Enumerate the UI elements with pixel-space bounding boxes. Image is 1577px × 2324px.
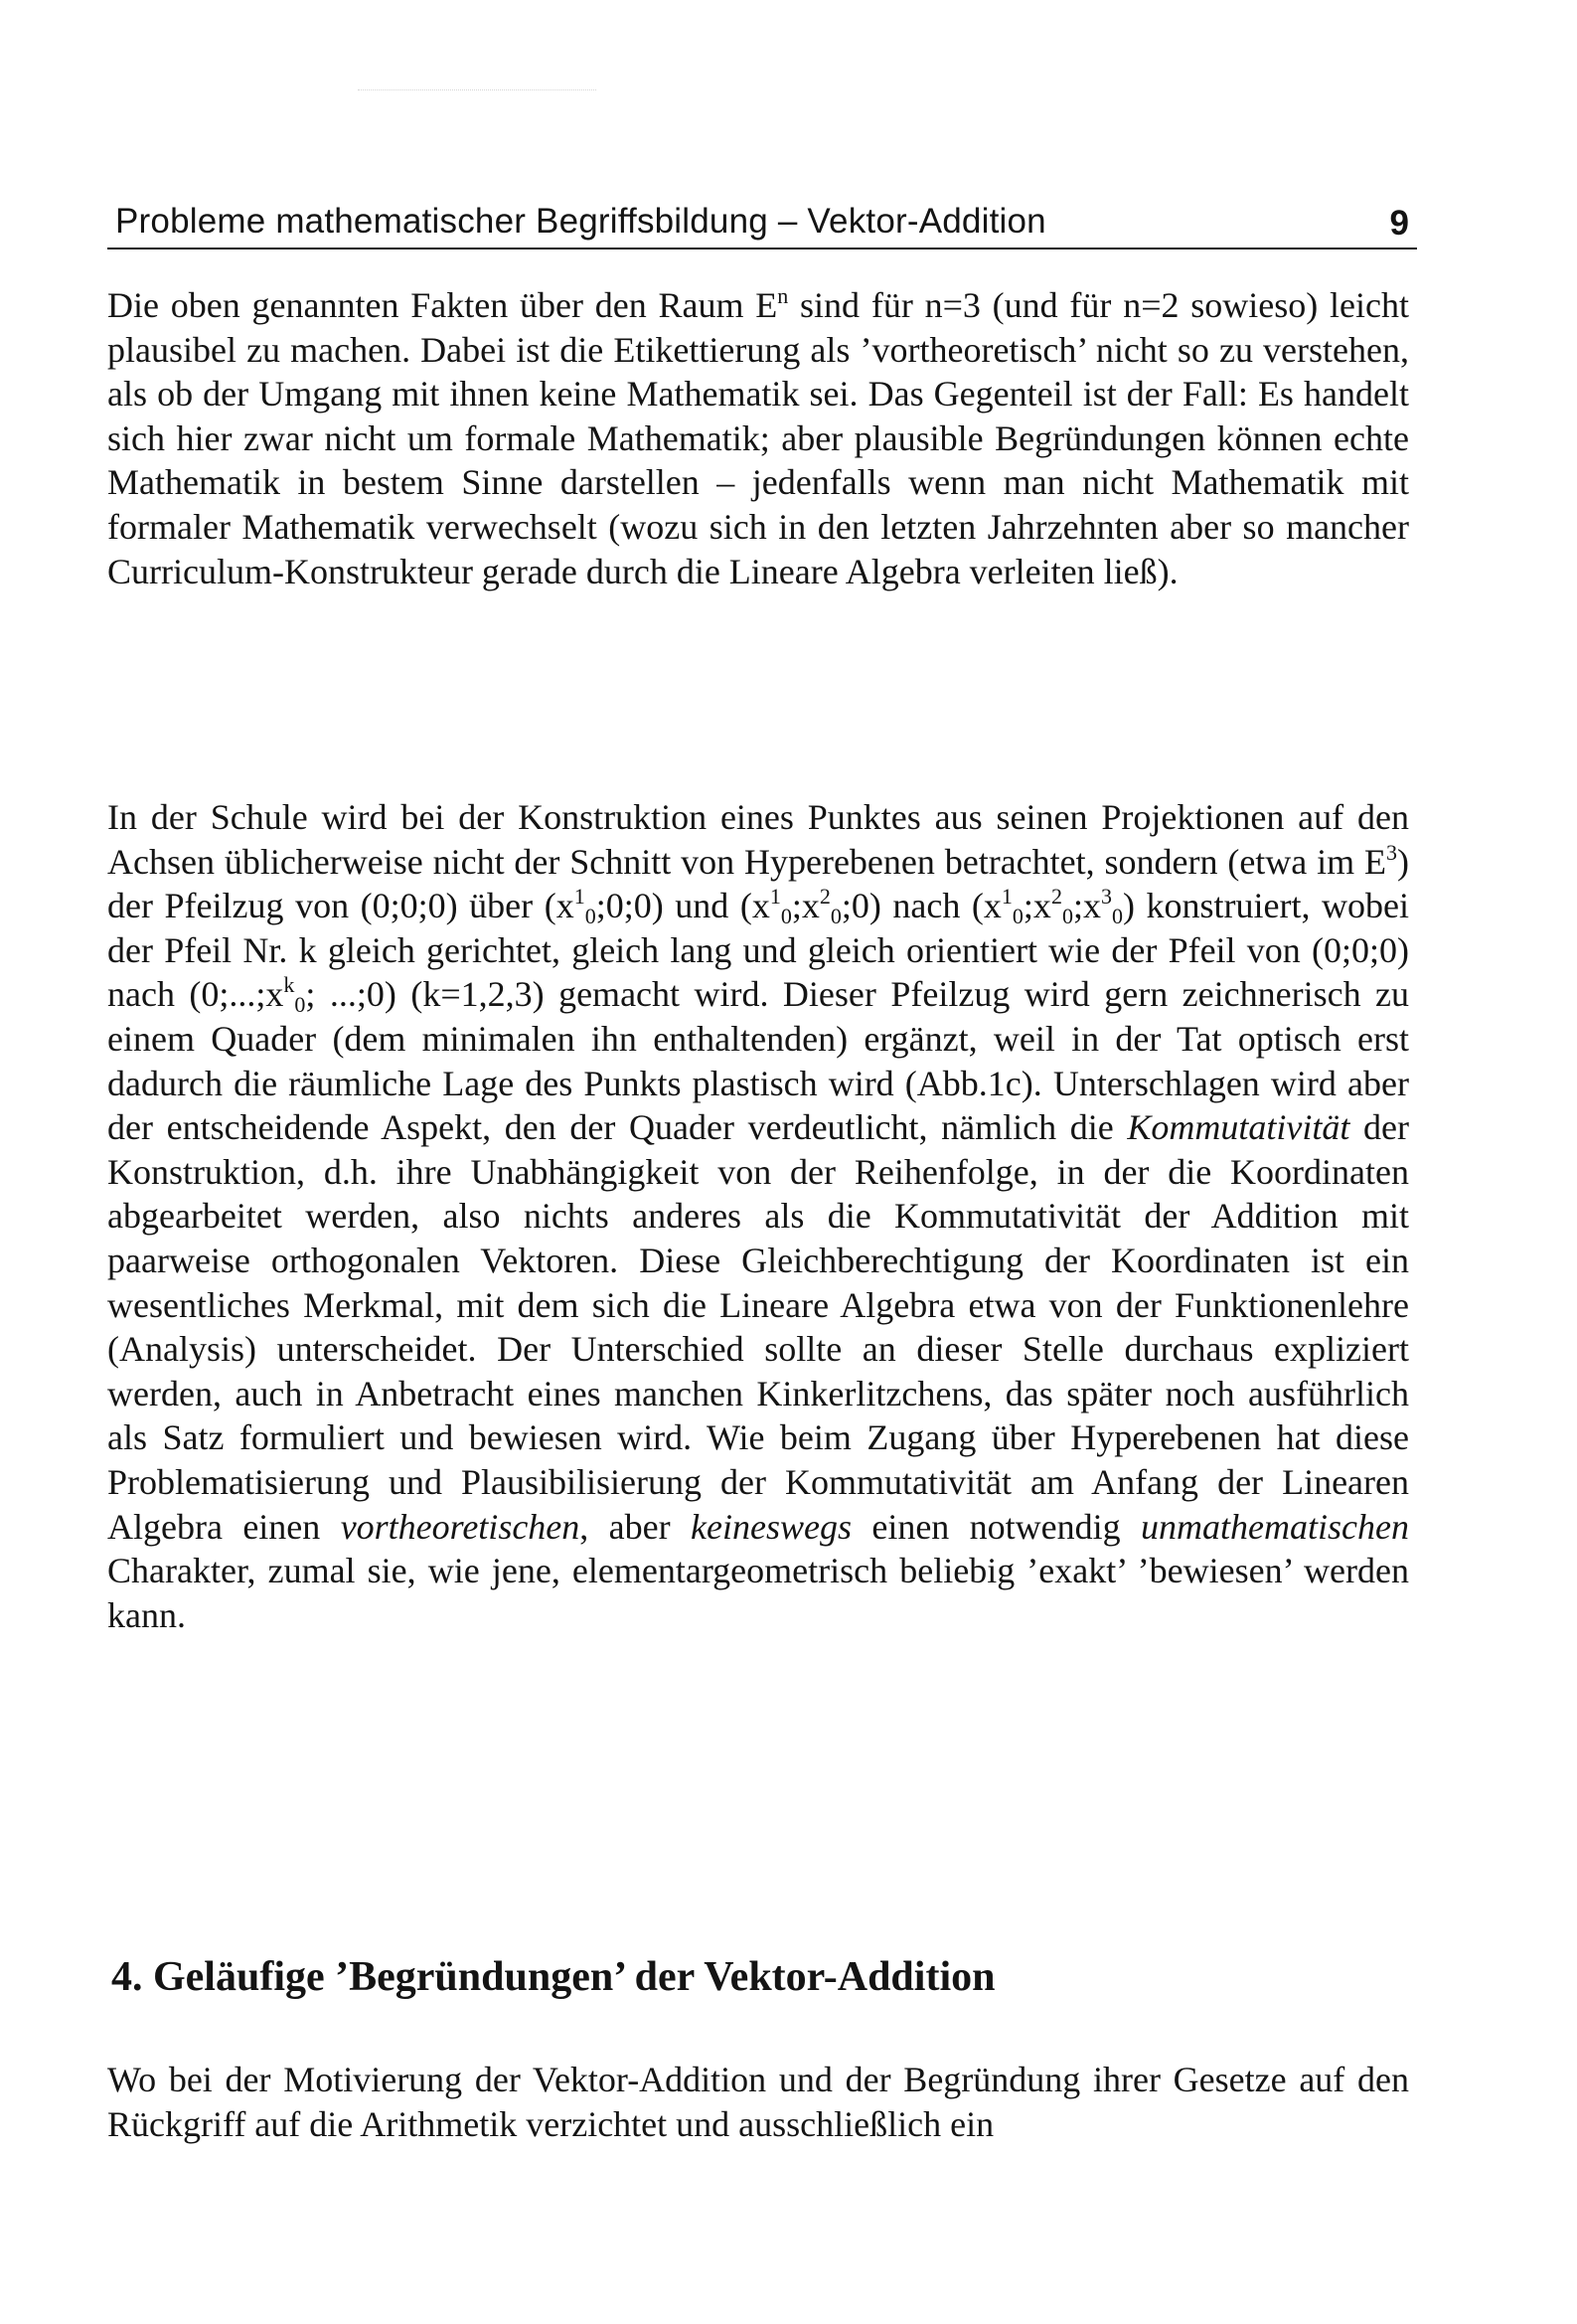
emphasis-keineswegs: keineswegs <box>691 1506 852 1547</box>
paragraph-commutativity: In der Schule wird bei der Konstruktion eines Punktes aus seinen Projektionen auf den Achsen üblicherweise nicht der Schnitt von Hyperebenen betrachtet, sondern (etwa im $E^3$) der Pfeilzug von (0;0;0) über $(x^1_0;0;0)$ und $(x^1_0;x^2_0;0)$ nach $(x^1_0;x^2_0;x^3_0)$ konstruiert, wobei der Pfeil Nr. k gleich gerichtet, gleich lang und gleich orientiert wie der Pfeil von (0;0;0) nach ($0;...;x^k_0$; ...;0) (k=1,2,3) gemacht wird. Dieser Pfeilzug wird gern zeichnerisch zu einem Quader (dem minimalen ihn enthaltenden) ergänzt, weil in der Tat optisch erst dadurch die räumliche Lage des Punkts plastisch wird (Abb.1c). Unterschlagen wird aber der entscheidende Aspekt, den der Quader verdeutlicht, nämlich die Kommutativität der Konstruktion, d.h. ihre Unabhängigkeit von der Reihenfolge, in der die Koordinaten abgearbeitet werden, also nichts anderes als die Kommutativität der Addition mit paarweise orthogonalen Vektoren. Diese Gleichberechtigung der Koordinaten ist ein wesentliches Merkmal, mit dem sich die Lineare Algebra etwa von der Funktionenlehre (Analysis) unterscheidet. Der Unterschied sollte an dieser Stelle durchaus expliziert werden, auch in Anbetracht eines manchen Kinkerlitzchens, das später noch ausführlich als Satz formuliert und bewiesen wird. Wie beim Zugang über Hyperebenen hat diese Problematisierung und Plausibilisierung der Kommutativität am Anfang der Linearen Algebra einen vortheoretischen, aber keineswegs einen notwendig unmathematischen Charakter, zumal sie, wie jene, elementargeometrisch beliebig ’exakt’ ’bewiesen’ werden kann. <box>107 797 1410 1635</box>
e3-symbol: $E^3$ <box>1364 839 1397 882</box>
paragraph-facts-about-space: Die oben genannten Fakten über den Raum $E^n$ sind für n=3 (und für n=2 sowieso) leicht plausibel zu machen. Dabei ist die Etikettierung als ’vortheoretisch’ nicht so zu verstehen, als ob der Umgang mit ihnen keine Mathematik sei. Das Gegenteil ist der Fall: Es handelt sich hier zwar nicht um formale Mathematik; aber plausible Begründungen können echte Mathematik in bestem Sinne darstellen – jedenfalls wenn man nicht Mathematik mit formaler Mathematik verwechselt (wozu sich in den letzten Jahrzehnten aber so mancher Curriculum-Konstrukteur gerade durch die Lineare Algebra verleiten ließ). <box>107 283 1409 591</box>
emphasis-unmathematischen: unmathematischen <box>1141 1506 1409 1547</box>
emphasis-kommutativitaet: Kommutativität <box>1127 1107 1350 1148</box>
space-symbol: $E^n$ <box>755 283 789 325</box>
scan-artifact <box>358 89 596 94</box>
page-number: 9 <box>1389 204 1409 243</box>
section-heading: 4. Geläufige ’Begründungen’ der Vektor-Addition <box>111 1954 996 2000</box>
emphasis-vortheoretischen: vortheoretischen <box>340 1506 580 1547</box>
running-header <box>107 192 1417 249</box>
running-title: Probleme mathematischer Begriffsbildung – Vektor-Addition <box>115 202 1046 241</box>
paragraph-section-4-intro: Wo bei der Motivierung der Vektor-Addition und der Begründung ihrer Gesetze auf den Rückgriff auf die Arithmetik verzichtet und ausschließlich ein <box>107 2060 1409 2144</box>
